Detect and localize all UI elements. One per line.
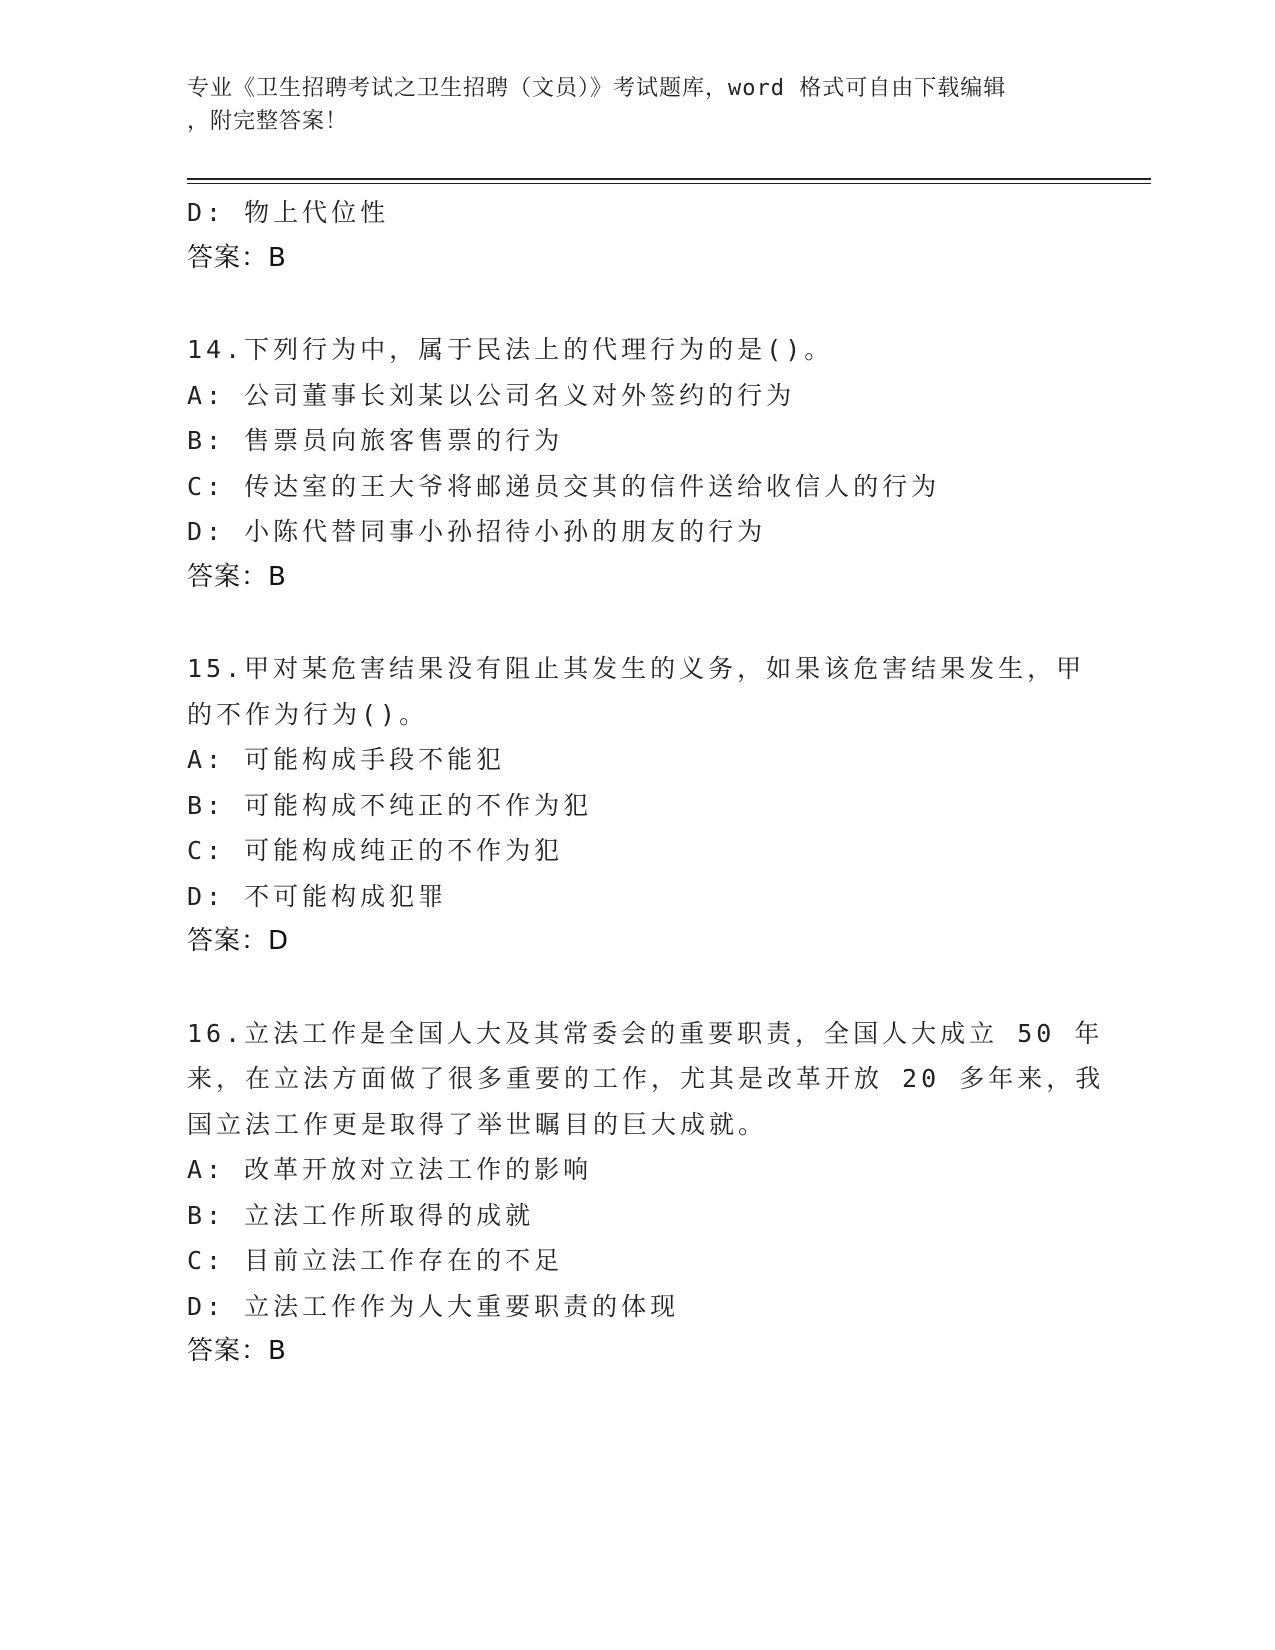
question-14 (187, 327, 1087, 600)
question-14-option-d: D: 小陈代替同事小孙招待小孙的朋友的行为 (187, 517, 767, 546)
question-15-option-d: D: 不可能构成犯罪 (187, 881, 448, 911)
question-16-stem-line-2: 来，在立法方面做了很多重要的工作，尤其是改革开放 20 多年来，我 (187, 1064, 1105, 1093)
question-14-option-c: C: 传达室的王大爷将邮递员交其的信件送给收信人的行为 (187, 471, 941, 501)
question-list (187, 190, 1105, 1375)
question-15-stem-line-1: 15.甲对某危害结果没有阻止其发生的义务，如果该危害结果发生，甲 (187, 654, 1086, 683)
question-13-answer: 答案：B (187, 242, 287, 273)
question-14-stem: 14.下列行为中，属于民法上的代理行为的是()。 (187, 335, 834, 364)
spacer (187, 965, 1087, 1011)
question-16-answer: 答案：B (187, 1336, 287, 1366)
question-15-option-c: C: 可能构成纯正的不作为犯 (187, 836, 564, 865)
question-16-option-b: B: 立法工作所取得的成就 (187, 1200, 535, 1230)
question-13-option-d: D: 物上代位性 (187, 198, 390, 227)
header-line-2: ，附完整答案！ (187, 109, 349, 134)
question-16 (187, 1011, 1105, 1375)
question-13-tail (187, 190, 1087, 281)
header-line-1: 专业《卫生招聘考试之卫生招聘（文员）》考试题库，word 格式可自由下载编辑 (187, 76, 1007, 101)
question-15-answer: 答案：D (187, 926, 290, 956)
question-16-stem-line-1: 16.立法工作是全国人大及其常委会的重要职责，全国人大成立 50 年 (187, 1018, 1104, 1048)
document-header (187, 72, 1087, 138)
question-16-option-c: C: 目前立法工作存在的不足 (187, 1246, 564, 1275)
question-14-option-b: B: 售票员向旅客售票的行为 (187, 426, 564, 455)
question-15-option-b: B: 可能构成不纯正的不作为犯 (187, 790, 593, 820)
header-rule-thin (187, 183, 1151, 184)
header-rule-thick (187, 178, 1151, 180)
spacer (187, 281, 1087, 327)
question-16-stem-line-3: 国立法工作更是取得了举世瞩目的巨大成就。 (187, 1109, 768, 1139)
question-14-answer: 答案：B (187, 561, 287, 592)
question-15-option-a: A: 可能构成手段不能犯 (187, 745, 506, 774)
question-16-option-a: A: 改革开放对立法工作的影响 (187, 1155, 593, 1184)
question-15 (187, 646, 1087, 965)
question-15-stem-line-2: 的不作为行为()。 (187, 699, 429, 729)
question-16-option-d: D: 立法工作作为人大重要职责的体现 (187, 1291, 680, 1321)
question-14-option-a: A: 公司董事长刘某以公司名义对外签约的行为 (187, 380, 796, 410)
spacer (187, 600, 1087, 646)
